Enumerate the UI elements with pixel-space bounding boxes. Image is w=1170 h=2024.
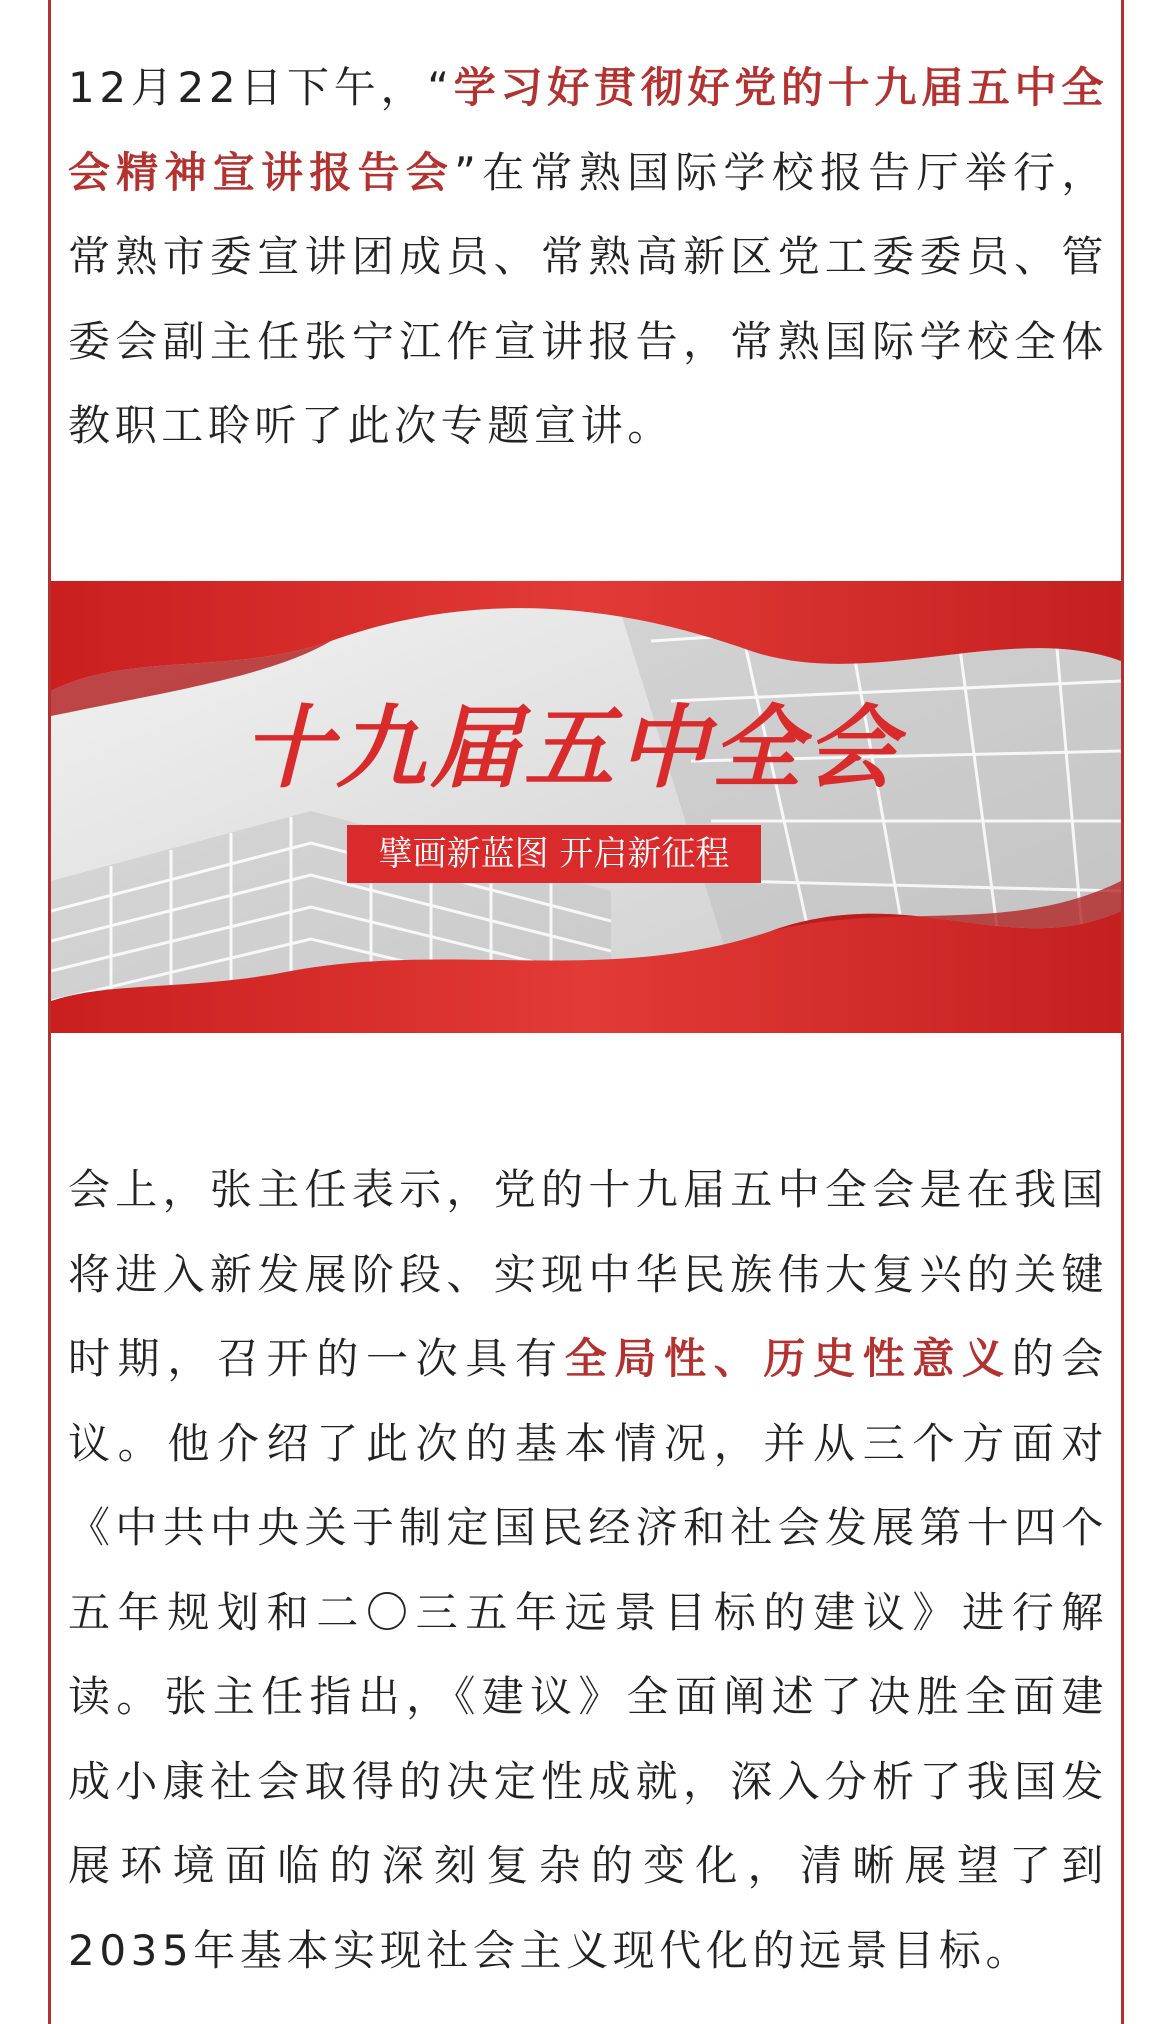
body-text-after: 的会议。他介绍了此次的基本情况，并从三个方面对《中共中央关于制定国民经济和社会发展第十四个五年规划和二〇三五年远景目标的建议》进行解读。张主任指出，《建议》全面阐述了决胜全面建成小康社会取得的决定性成就，深入分析了我国发展环境面临的深刻复杂的变化，清晰展望了到2035年基本实现社会主义现代化的远景目标。 xyxy=(68,1334,1109,1975)
intro-highlight: 学习好贯彻好党的十九届五中全会精神宣讲报告会 xyxy=(68,63,1108,197)
body-highlight: 全局性、历史性意义 xyxy=(564,1334,1012,1383)
body-paragraph xyxy=(68,1148,1108,1993)
intro-text-after: ”在常熟国际学校报告厅举行，常熟市委宣讲团成员、常熟高新区党工委委员、管委会副主任张宁江作宣讲报告，常熟国际学校全体教职工聆听了此次专题宣讲。 xyxy=(68,147,1108,450)
body-text-before: 会上，张主任表示，党的十九届五中全会是在我国将进入新发展阶段、实现中华民族伟大复兴的关键时期，召开的一次具有 xyxy=(68,1165,1108,1383)
banner-graphic xyxy=(51,581,1121,1033)
intro-paragraph xyxy=(68,46,1108,469)
banner-image xyxy=(51,581,1121,1033)
banner-title: 十九届五中全会 xyxy=(242,696,900,801)
banner-subtitle: 擘画新蓝图 开启新征程 xyxy=(378,834,730,874)
intro-text-before: 12月22日下午，“ xyxy=(68,63,454,112)
